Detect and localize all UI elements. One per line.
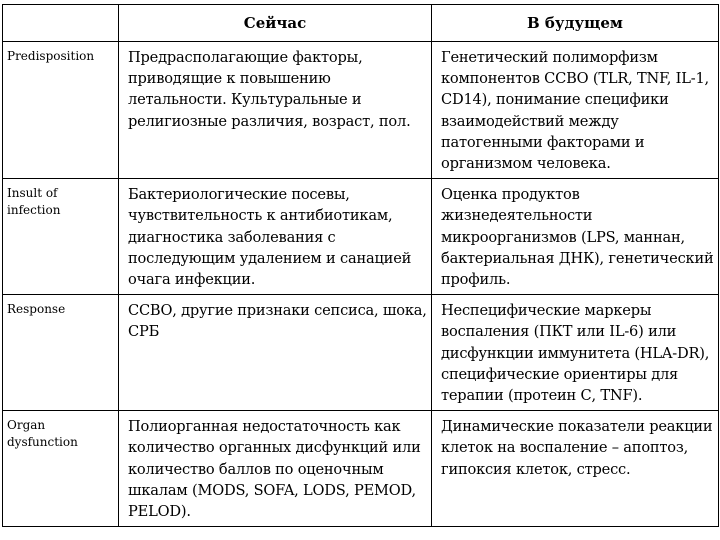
table-row: [3, 42, 719, 179]
row-label: Insult of infection: [3, 179, 119, 295]
cell-future: Динамические показатели реакции клеток на воспаление – апоптоз, гипоксия клеток, стресс.: [432, 411, 719, 527]
row-label: Organ dysfunction: [3, 411, 119, 527]
cell-now: Бактериологические посевы, чувствительность к антибиотикам, диагностика заболевания с последующим удалением и санацией очага инфекции.: [119, 179, 432, 295]
cell-future: Оценка продуктов жизнедеятельности микроорганизмов (LPS, маннан, бактериальная ДНК), генетический профиль.: [432, 179, 719, 295]
header-now: Сейчас: [119, 5, 432, 42]
header-future: В будущем: [432, 5, 719, 42]
header-empty: [3, 5, 119, 42]
cell-now: Полиорганная недостаточность как количество органных дисфункций или количество баллов по оценочным шкалам (MODS, SOFA, LODS, PEMOD, PELOD).: [119, 411, 432, 527]
table-row: [3, 179, 719, 295]
comparison-table: [2, 4, 719, 527]
row-label: Predisposition: [3, 42, 119, 179]
cell-now: ССВО, другие признаки сепсиса, шока, СРБ: [119, 295, 432, 411]
row-label: Response: [3, 295, 119, 411]
cell-future: Неспецифические маркеры воспаления (ПКТ или IL-6) или дисфункции иммунитета (HLA-DR), специфические ориентиры для терапии (протеин С, TNF).: [432, 295, 719, 411]
table-row: [3, 295, 719, 411]
cell-future: Генетический полиморфизм компонентов ССВО (TLR, TNF, IL-1, CD14), понимание специфики взаимодействий между патогенными факторами и организмом человека.: [432, 42, 719, 179]
header-row: [3, 5, 719, 42]
cell-now: Предрасполагающие факторы, приводящие к повышению летальности. Культуральные и религиозные различия, возраст, пол.: [119, 42, 432, 179]
table-row: [3, 411, 719, 527]
